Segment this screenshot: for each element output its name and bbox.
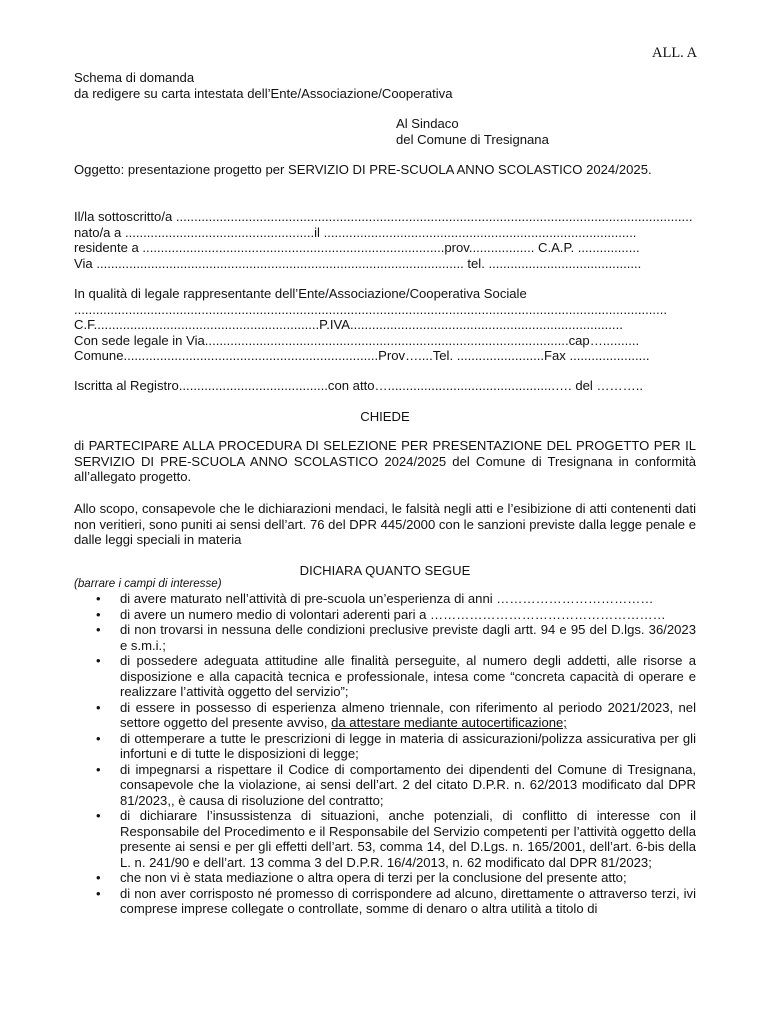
declaration-item[interactable] [74,731,696,762]
representative-fields [74,286,696,364]
bullet-icon: • [96,761,101,777]
header-subtitle: da redigere su carta intestata dell’Ente/Associazione/Cooperativa [74,85,453,101]
chiede-heading: CHIEDE [360,409,410,424]
declaration-item[interactable] [74,607,696,623]
bullet-icon: • [96,653,101,668]
declaration-item[interactable] [74,622,696,653]
bullet-icon: • [96,699,101,715]
applicant-name-field[interactable]: Il/la sottoscritto/a .............................................................................................................................................. [74,209,693,224]
legal-address-field[interactable]: Con sede legale in Via....................................................................................................cap….......... [74,332,640,348]
declares-heading: DICHIARA QUANTO SEGUE [299,563,471,578]
recipient-block [396,116,549,147]
applicant-fields [74,209,696,271]
declaration-item[interactable] [74,591,696,607]
declaration-underlined-text: da attestare mediante autocertificazione; [331,715,567,730]
bullet-icon: • [96,730,101,746]
declaration-item[interactable] [74,808,696,870]
registry-field[interactable]: Iscritta al Registro.........................................con atto…..............................................…. del ……….. [74,378,643,393]
applicant-residence-field[interactable]: residente a ...................................................................................prov.................. C.A.P. ................. [74,240,640,255]
declaration-item[interactable] [74,700,696,731]
header-title: Schema di domanda [74,70,195,85]
representative-role: In qualità di legale rappresentante dell’Ente/Associazione/Cooperativa Sociale [74,286,527,301]
request-paragraph: di PARTECIPARE ALLA PROCEDURA DI SELEZIONE PER PRESENTAZIONE DEL PROGETTO PER IL SERVIZIO DI PRE-SCUOLA ANNO SCOLASTICO 2024/2025 del Comune di Tresignana in conformità all’allegato progetto. [74,438,696,484]
declaration-text: di impegnarsi a rispettare il Codice di comportamento dei dipendenti del Comune di Tresignana, consapevole che la violazione, ai sensi dell’art. 2 del citato D.P.R. n. 62/2013 modificato dal DPR 81/2023,, è causa di risoluzione del contratto; [120,761,696,808]
bullet-icon: • [96,591,101,606]
recipient-line-2: del Comune di Tresignana [396,131,549,147]
declaration-text: di avere maturato nell’attività di pre-scuola un’esperienza di anni ……………………………… [120,591,654,606]
recipient-line-1: Al Sindaco [396,116,459,131]
scope-paragraph: Allo scopo, consapevole che le dichiarazioni mendaci, le falsità negli atti e l’esibizione di atti contenenti dati non veritieri, sono puniti ai sensi dell’art. 76 del DPR 445/2000 con le sanzioni previste dalla legge penale e dalle leggi speciali in materia [74,501,696,547]
declaration-text: di dichiarare l’insussistenza di situazioni, anche potenziali, di conflitto di interesse con il Responsabile del Procedimento e il Responsabile del Servizio competenti per l’attività oggetto della presente ai sensi e per gli effetti dell’art. 53, comma 14, del D.Lgs. n. 165/2001, dell’art. 6-bis della L. n. 241/90 e dell’art. 13 comma 3 del D.P.R. 16/4/2013, n. 62 modificato dal DPR 81/2023; [120,808,696,870]
organization-name-field[interactable]: ................................................................................................................................................................... [74,301,667,317]
declaration-item[interactable] [74,762,696,809]
declaration-text: di non trovarsi in nessuna delle condizioni preclusive previste dagli artt. 94 e 95 del D.lgs. 36/2023 e s.m.i.; [120,622,696,653]
declaration-text: che non vi è stata mediazione o altra opera di terzi per la conclusione del presente atto; [120,870,627,885]
declaration-text: di possedere adeguata attitudine alle finalità perseguite, al numero degli addetti, alle risorse a disposizione e alla capacità tecnica e professionale, intesa come “concreta capacità di operare e realizzare l’attività oggetto del servizio”; [120,653,696,699]
applicant-birth-field[interactable]: nato/a a ....................................................il ...................................................................................... [74,224,637,240]
tick-note: (barrare i campi di interesse) [74,577,222,590]
bullet-icon: • [96,808,101,823]
declaration-text: di avere un numero medio di volontari aderenti pari a ……………………………………………… [120,606,666,622]
declaration-item[interactable] [74,870,696,886]
attachment-label: ALL. A [652,45,698,61]
form-header [74,70,696,101]
bullet-icon: • [96,870,101,885]
declarations-list [74,591,696,917]
bullet-icon: • [96,622,101,637]
municipality-contact-field[interactable]: Comune......................................................................Prov…....Tel. ........................Fax ...................... [74,348,650,363]
tax-code-vat-field[interactable]: C.F..............................................................P.IVA........................................................................... [74,317,623,332]
declaration-item[interactable] [74,886,696,917]
subject-line: Oggetto: presentazione progetto per SERVIZIO DI PRE-SCUOLA ANNO SCOLASTICO 2024/2025. [74,162,652,177]
bullet-icon: • [96,606,101,622]
declaration-text: di non aver corrisposto né promesso di corrispondere ad alcuno, direttamente o attraverso terzi, ivi comprese imprese collegate o controllate, somme di denaro o altra utilità a titolo di [120,885,696,916]
applicant-street-field[interactable]: Via ..................................................................................................... tel. .......................................... [74,255,642,271]
bullet-icon: • [96,885,101,901]
declaration-item[interactable] [74,653,696,700]
declaration-text: di ottemperare a tutte le prescrizioni di legge in materia di assicurazioni/polizza assicurativa per gli infortuni e di tutte le disposizioni di legge; [120,730,696,761]
declaration-text: di essere in possesso di esperienza almeno triennale, con riferimento al periodo 2021/2023, nel settore oggetto del presente avviso, [120,699,696,730]
